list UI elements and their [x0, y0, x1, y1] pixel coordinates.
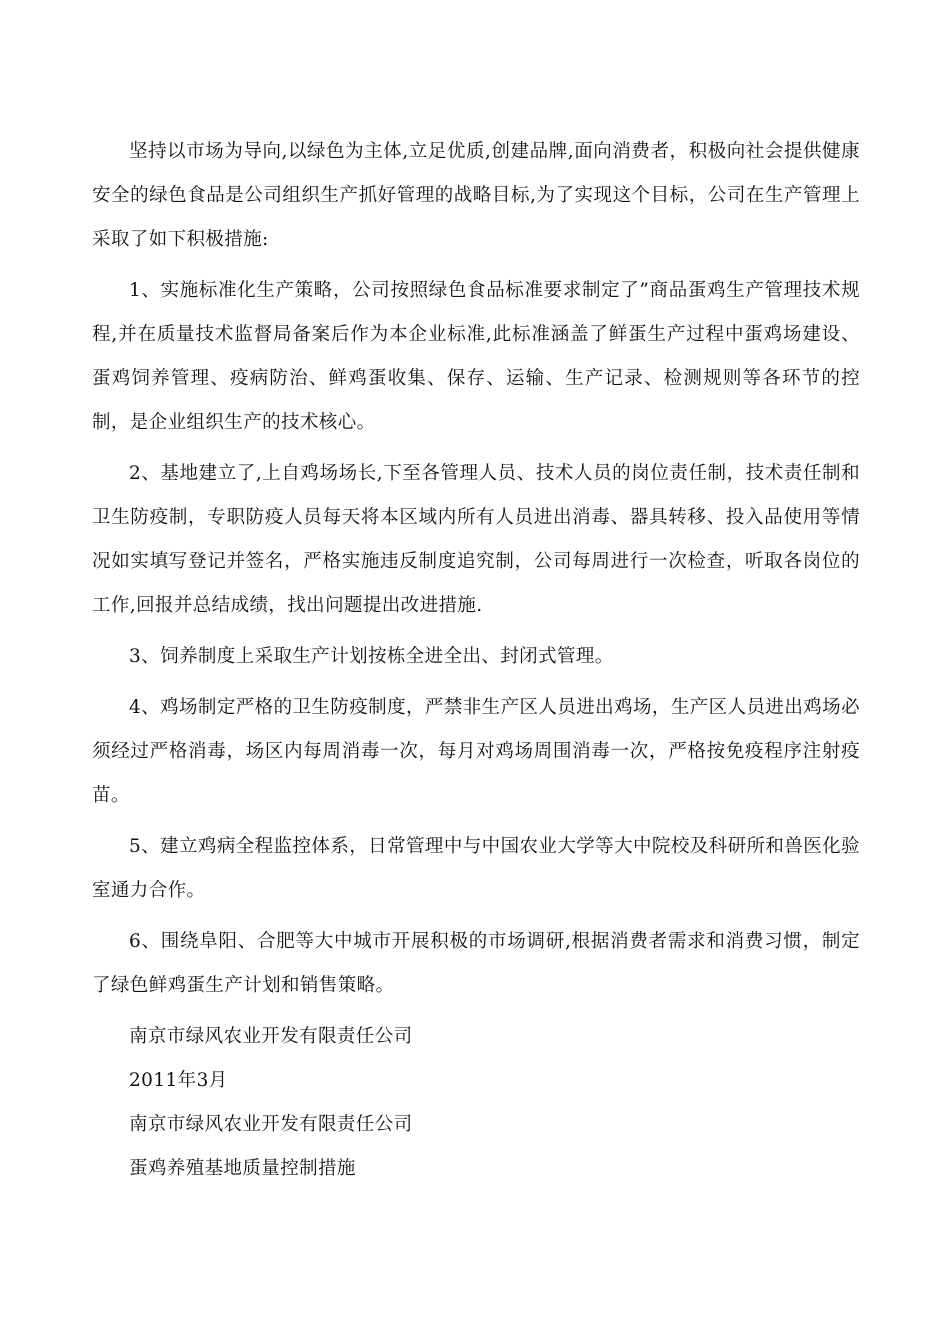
document-date: 2011年3月 [129, 1070, 228, 1091]
measure-paragraph-1: 1、实施标准化生产策略，公司按照绿色食品标准要求制定了”商品蛋鸡生产管理技术规程,并在质量技术监督局备案后作为本企业标准,此标准涵盖了鲜蛋生产过程中蛋鸡场建设、蛋鸡饲养管理、疫病防治、鲜鸡蛋收集、保存、运输、生产记录、检测规则等各环节的控制，是企业组织生产的技术核心。 [92, 280, 860, 433]
measure-paragraph-4: 4、鸡场制定严格的卫生防疫制度，严禁非生产区人员进出鸡场，生产区人员进出鸡场必须经过严格消毒，场区内每周消毒一次，每月对鸡场周围消毒一次，严格按免疫程序注射疫苗。 [92, 697, 860, 806]
measure-paragraph-6: 6、围绕阜阳、合肥等大中城市开展积极的市场调研,根据消费者需求和消费习惯，制定了绿色鲜鸡蛋生产计划和销售策略。 [92, 931, 860, 996]
company-name: 南京市绿风农业开发有限责任公司 [129, 1026, 413, 1047]
measure-paragraph-5: 5、建立鸡病全程监控体系，日常管理中与中国农业大学等大中院校及科研所和兽医化验室通力合作。 [92, 836, 860, 901]
measure-paragraph-3: 3、饲养制度上采取生产计划按栋全进全出、封闭式管理。 [129, 646, 614, 667]
document-title: 蛋鸡养殖基地质量控制措施 [129, 1158, 356, 1179]
company-name-repeat: 南京市绿风农业开发有限责任公司 [129, 1114, 413, 1135]
measure-paragraph-2: 2、基地建立了,上自鸡场场长,下至各管理人员、技术人员的岗位责任制，技术责任制和卫生防疫制，专职防疫人员每天将本区域内所有人员进出消毒、器具转移、投入品使用等情况如实填写登记并签名，严格实施违反制度追究制，公司每周进行一次检查，听取各岗位的工作,回报并总结成绩，找出问题提出改进措施. [92, 463, 860, 616]
document-body [92, 130, 860, 1191]
intro-paragraph: 坚持以市场为导向,以绿色为主体,立足优质,创建品牌,面向消费者，积极向社会提供健康安全的绿色食品是公司组织生产抓好管理的战略目标,为了实现这个目标，公司在生产管理上采取了如下积极措施: [92, 141, 860, 250]
